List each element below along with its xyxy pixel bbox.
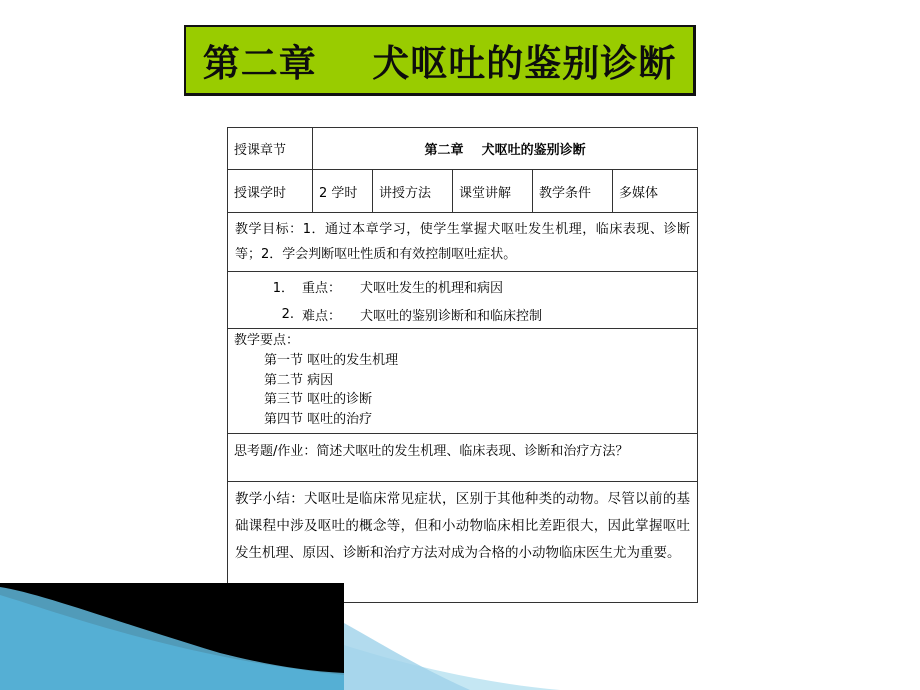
method-value: 课堂讲解 bbox=[453, 170, 533, 213]
summary-cell: 教学小结：犬呕吐是临床常见症状，区别于其他种类的动物。尽管以前的基础课程中涉及呕吐的概念等，但和小动物临床相比差距很大，因此掌握呕吐发生机理、原因、诊断和治疗方法对成为合格的小动物临床医生尤为重要。 bbox=[228, 482, 698, 603]
key-point-text: 犬呕吐的鉴别诊断和和临床控制 bbox=[360, 308, 543, 324]
key-point-item bbox=[228, 300, 697, 328]
key-points-cell bbox=[228, 272, 698, 329]
key-point-label: 难点： bbox=[302, 308, 342, 324]
table-row bbox=[228, 434, 698, 482]
key-point-number: 1． bbox=[272, 280, 294, 296]
table-row bbox=[228, 329, 698, 434]
chapter-label: 授课章节 bbox=[228, 128, 313, 170]
table-row bbox=[228, 272, 698, 329]
course-table bbox=[227, 127, 698, 603]
section-item: 第三节 呕吐的诊断 bbox=[264, 392, 373, 407]
slide-title-box bbox=[184, 25, 696, 96]
essentials-heading: 教学要点： bbox=[234, 333, 300, 348]
essentials-cell bbox=[228, 329, 698, 434]
chapter-value: 第二章 犬呕吐的鉴别诊断 bbox=[313, 128, 698, 170]
key-point-label: 重点： bbox=[302, 280, 342, 296]
key-point-item bbox=[228, 272, 697, 300]
slide-title: 第二章 犬呕吐的鉴别诊断 bbox=[202, 42, 677, 85]
conditions-label: 教学条件 bbox=[533, 170, 613, 213]
homework-cell: 思考题/作业：简述犬呕吐的发生机理、临床表现、诊断和治疗方法？ bbox=[228, 434, 698, 482]
key-point-number: 2. bbox=[281, 306, 294, 322]
table-row bbox=[228, 128, 698, 170]
hours-value: 2 学时 bbox=[313, 170, 373, 213]
key-point-text: 犬呕吐发生的机理和病因 bbox=[360, 280, 504, 296]
decorative-wave bbox=[0, 583, 600, 690]
section-item: 第四节 呕吐的治疗 bbox=[264, 411, 373, 427]
section-item: 第一节 呕吐的发生机理 bbox=[264, 353, 399, 368]
table-row bbox=[228, 213, 698, 272]
conditions-value: 多媒体 bbox=[613, 170, 698, 213]
table-row bbox=[228, 170, 698, 213]
section-item: 第二节 病因 bbox=[264, 372, 334, 388]
hours-label: 授课学时 bbox=[228, 170, 313, 213]
objectives-cell: 教学目标：1．通过本章学习，使学生掌握犬呕吐发生机理，临床表现、诊断等；2．学会判断呕吐性质和有效控制呕吐症状。 bbox=[228, 213, 698, 272]
method-label: 讲授方法 bbox=[373, 170, 453, 213]
